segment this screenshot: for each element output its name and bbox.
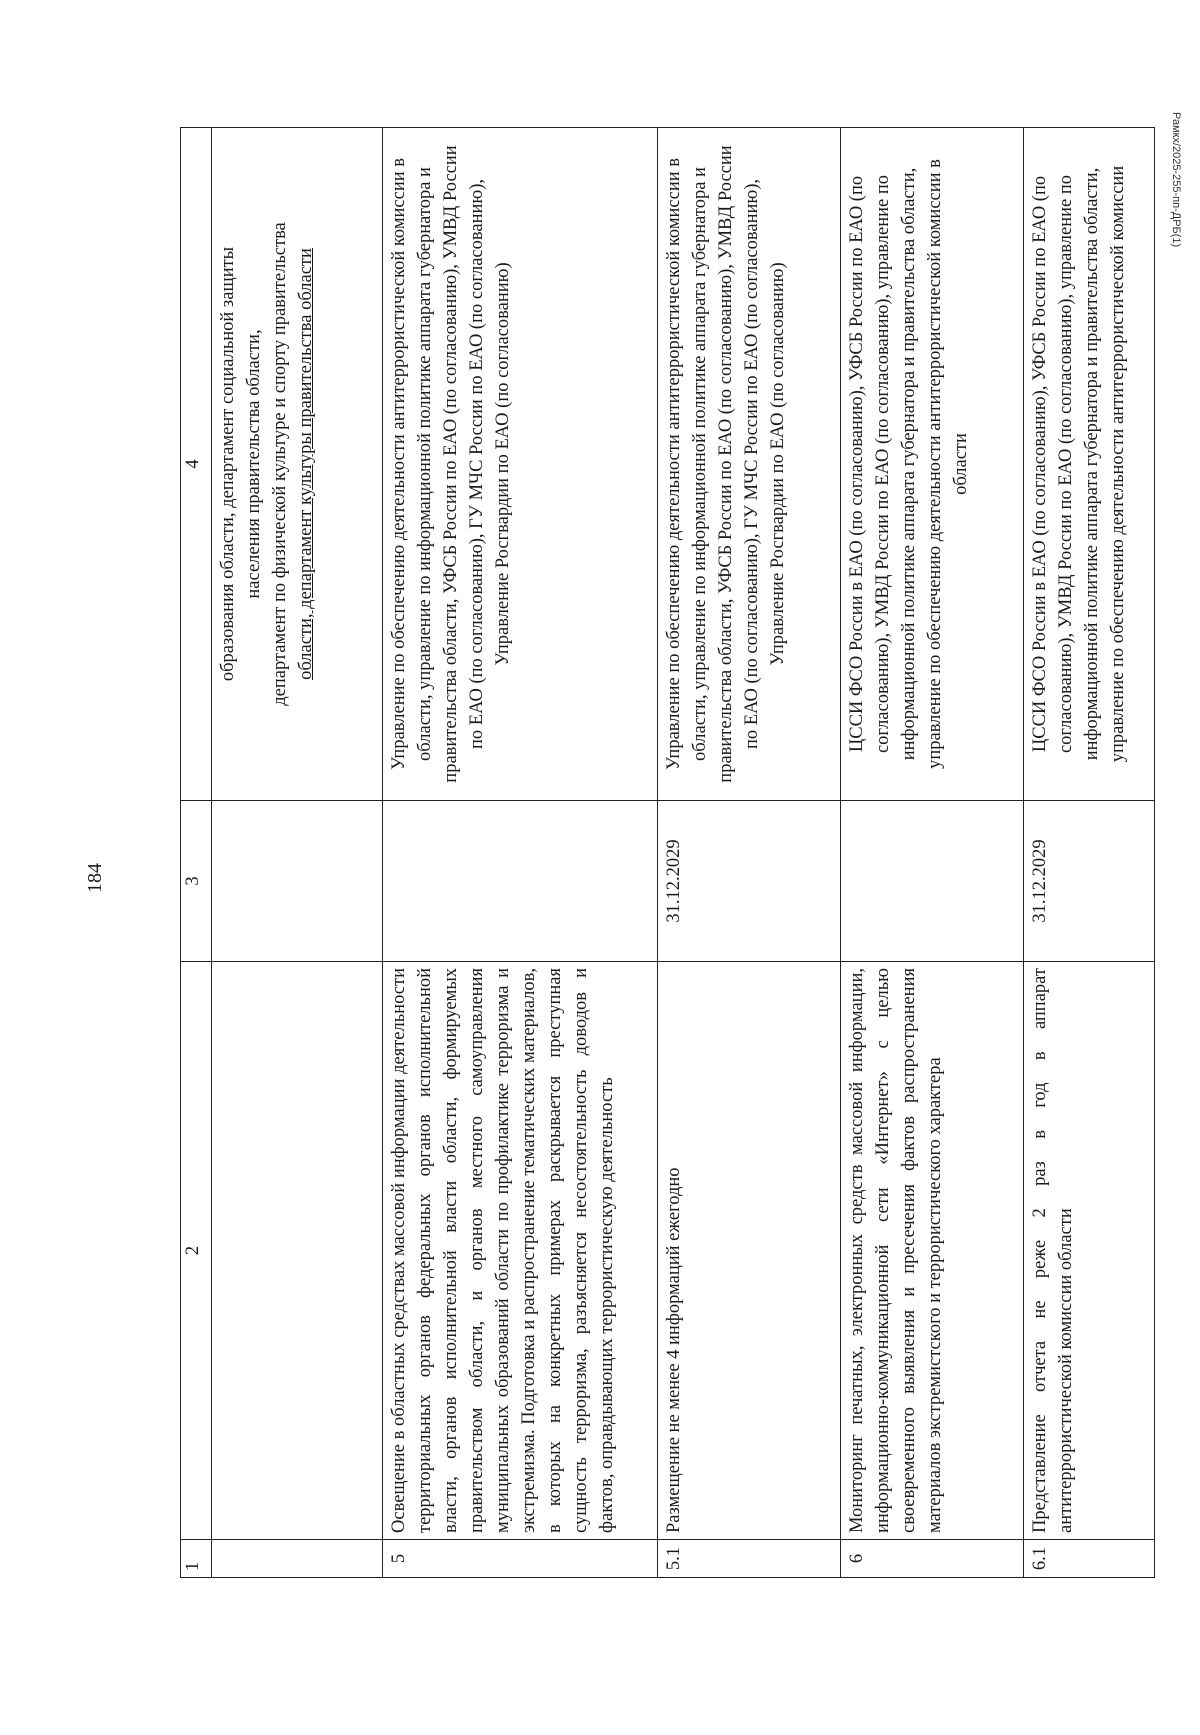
table-row (1023, 128, 1154, 1578)
row-description: Размещение не менее 4 информаций ежегодно (658, 962, 841, 1540)
row-deadline (840, 801, 1023, 962)
row-responsible: Управление по обеспечению деятельности антитеррористической комиссии в области, управление по информационной политике аппарата губернатора и правительства области, УФСБ России по ЕАО (по согласованию), УМВД России по ЕАО (по согласованию), ГУ МЧС России по ЕАО (по согласованию), Управление Росгвардии по ЕАО (по согласованию) (383, 128, 658, 801)
row-responsible (211, 128, 382, 801)
table-row (658, 128, 841, 1578)
row-deadline (383, 801, 658, 962)
table-header-row (181, 128, 212, 1578)
row-number: 6 (840, 1540, 1023, 1578)
row-deadline (211, 801, 382, 962)
page-number: 184 (84, 863, 106, 893)
row-number: 6.1 (1023, 1540, 1154, 1578)
table-row (383, 128, 658, 1578)
row-deadline: 31.12.2029 (1023, 801, 1154, 962)
rotated-page-content (180, 128, 1155, 1578)
row-number: 5.1 (658, 1540, 841, 1578)
row-responsible: ЦССИ ФСО России в ЕАО (по согласованию), УФСБ России по ЕАО (по согласованию), УМВД России по ЕАО (по согласованию), управление по информационной политике аппарата губернатора и правительства области, управление по обеспечению деятельности антитеррористической комиссии (1023, 128, 1154, 801)
row-description: Представление отчета не реже 2 раз в год в аппарат антитеррористической комиссии области (1023, 962, 1154, 1540)
responsible-line: области, департамент культуры правительства области (295, 248, 316, 680)
header-col-1: 1 (181, 1540, 212, 1578)
header-col-4: 4 (181, 128, 212, 801)
responsible-line: департамент по физической культуре и спорту правительства (269, 222, 290, 706)
responsible-line: образования области, департамент социальной защиты (217, 246, 238, 682)
row-number: 5 (383, 1540, 658, 1578)
row-deadline: 31.12.2029 (658, 801, 841, 962)
measures-table (180, 127, 1155, 1578)
responsible-line: населения правительства области, (243, 329, 264, 599)
row-description (211, 962, 382, 1540)
header-col-3: 3 (181, 801, 212, 962)
row-responsible: Управление по обеспечению деятельности антитеррористической комиссии в области, управление по информационной политике аппарата губернатора и правительства области, УФСБ России по ЕАО (по согласованию), УМВД России по ЕАО (по согласованию), ГУ МЧС России по ЕАО (по согласованию), Управление Росгвардии по ЕАО (по согласованию) (658, 128, 841, 801)
row-description: Освещение в областных средствах массовой информации деятельности территориальных органов федеральных органов исполнительной власти, органов исполнительной власти области, формируемых правительством области, и органов местного самоуправления муниципальных образований области по профилактике терроризма и экстремизма. Подготовка и распространение тематических материалов, в которых на конкретных примерах раскрывается преступная сущность терроризма, разъясняется несостоятельность доводов и фактов, оправдывающих террористическую деятельность (383, 962, 658, 1540)
table-row-continued (211, 128, 382, 1578)
row-description: Мониторинг печатных, электронных средств массовой информации, информационно-коммуникационной сети «Интернет» с целью своевременного выявления и пресечения фактов распространения материалов экстремистского и террористического характера (840, 962, 1023, 1540)
document-stamp: Рамкх/2025-255-пп-ДРБ(1) (1170, 112, 1182, 248)
header-col-2: 2 (181, 962, 212, 1540)
table-row (840, 128, 1023, 1578)
row-responsible: ЦССИ ФСО России в ЕАО (по согласованию), УФСБ России по ЕАО (по согласованию), УМВД России по ЕАО (по согласованию), управление по информационной политике аппарата губернатора и правительства области, управление по обеспечению деятельности антитеррористической комиссии в области (840, 128, 1023, 801)
row-number (211, 1540, 382, 1578)
